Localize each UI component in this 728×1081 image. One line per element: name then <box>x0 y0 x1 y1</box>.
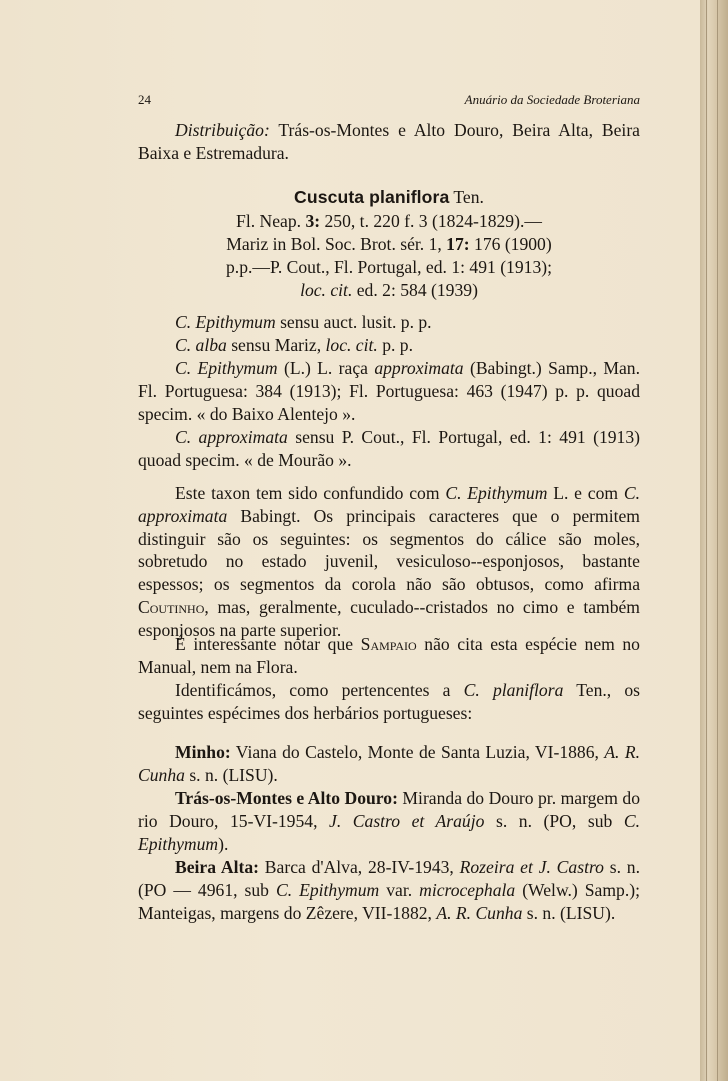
specimen-text: Beira Alta: Barca d'Alva, 28-IV-1943, Rozeira et J. Castro s. n. (PO — 4961, sub C. Epithymum var. microcephala (Welw.) Samp.); Manteigas, margens do Zêzere, VII-1882, A. R. Cunha s. n. (LISU). <box>138 857 640 923</box>
taxon-author: Ten. <box>449 187 484 207</box>
synonym-3 <box>138 357 640 425</box>
page-number: 24 <box>138 92 151 107</box>
discussion-text: É interessante notar que Sampaio não cita esta espécie nem no Manual, nem na Flora. <box>138 634 640 677</box>
discussion-paragraph-1 <box>138 482 640 642</box>
synonym-1 <box>138 311 640 334</box>
reference-text: loc. cit. ed. 2: 584 (1939) <box>300 280 478 300</box>
distribution-paragraph <box>138 119 640 165</box>
edge-line <box>717 0 718 1081</box>
discussion-text: Este taxon tem sido confundido com C. Epithymum L. e com C. approximata Babingt. Os principais caracteres que o permitem distinguir são os seguintes: os segmentos do cálice são moles, sobretudo no estado juvenil, vesiculoso--esponjosos, bastante espessos; os segmentos da corola não são obtusos, como afirma Coutinho, mas, geralmente, cuculado--cristados no cimo e também esponjosos na parte superior. <box>138 483 640 640</box>
synonym-2 <box>138 334 640 357</box>
taxon-name: Cuscuta planiflora <box>294 187 450 207</box>
synonym-4 <box>138 426 640 472</box>
reference-line-4 <box>138 279 640 302</box>
reference-text: Fl. Neap. 3: 250, t. 220 f. 3 (1824-1829).— <box>236 211 542 231</box>
specimen-beira-alta <box>138 856 640 924</box>
discussion-paragraph-3 <box>138 679 640 725</box>
specimen-tras-os-montes <box>138 787 640 855</box>
journal-title: Anuário da Sociedade Broteriana <box>464 92 640 107</box>
reference-line-3 <box>138 256 640 279</box>
reference-text: p.p.—P. Cout., Fl. Portugal, ed. 1: 491 (1913); <box>226 257 552 277</box>
synonym-text: C. Epithymum sensu auct. lusit. p. p. <box>175 312 432 332</box>
reference-line-1 <box>138 210 640 233</box>
reference-line-2 <box>138 233 640 256</box>
synonym-text: C. Epithymum (L.) L. raça approximata (Babingt.) Samp., Man. Fl. Portuguesa: 384 (1913); Fl. Portuguesa: 463 (1947) p. p. quoad specim. « do Baixo Alentejo ». <box>138 358 641 424</box>
specimen-text: Minho: Viana do Castelo, Monte de Santa Luzia, VI-1886, A. R. Cunha s. n. (LISU). <box>138 742 640 785</box>
distribution-label: Distribuição: <box>175 120 270 140</box>
discussion-text: Identificámos, como pertencentes a C. planiflora Ten., os seguintes espécimes dos herbários portugueses: <box>138 680 640 723</box>
taxon-heading <box>138 186 640 209</box>
specimen-minho <box>138 741 640 787</box>
edge-line <box>706 0 707 1081</box>
page-edge <box>700 0 728 1081</box>
reference-text: Mariz in Bol. Soc. Brot. sér. 1, 17: 176 (1900) <box>226 234 552 254</box>
synonym-text: C. approximata sensu P. Cout., Fl. Portugal, ed. 1: 491 (1913) quoad specim. « de Mourão ». <box>138 427 640 470</box>
distribution-text: Trás-os-Montes e Alto Douro, Beira Alta, Beira Baixa e Estremadura. <box>138 120 640 163</box>
discussion-paragraph-2 <box>138 633 640 679</box>
running-head <box>138 90 640 110</box>
specimen-text: Trás-os-Montes e Alto Douro: Miranda do Douro pr. margem do rio Douro, 15-VI-1954, J. Castro et Araújo s. n. (PO, sub C. Epithymum). <box>138 788 640 854</box>
synonym-text: C. alba sensu Mariz, loc. cit. p. p. <box>175 335 413 355</box>
